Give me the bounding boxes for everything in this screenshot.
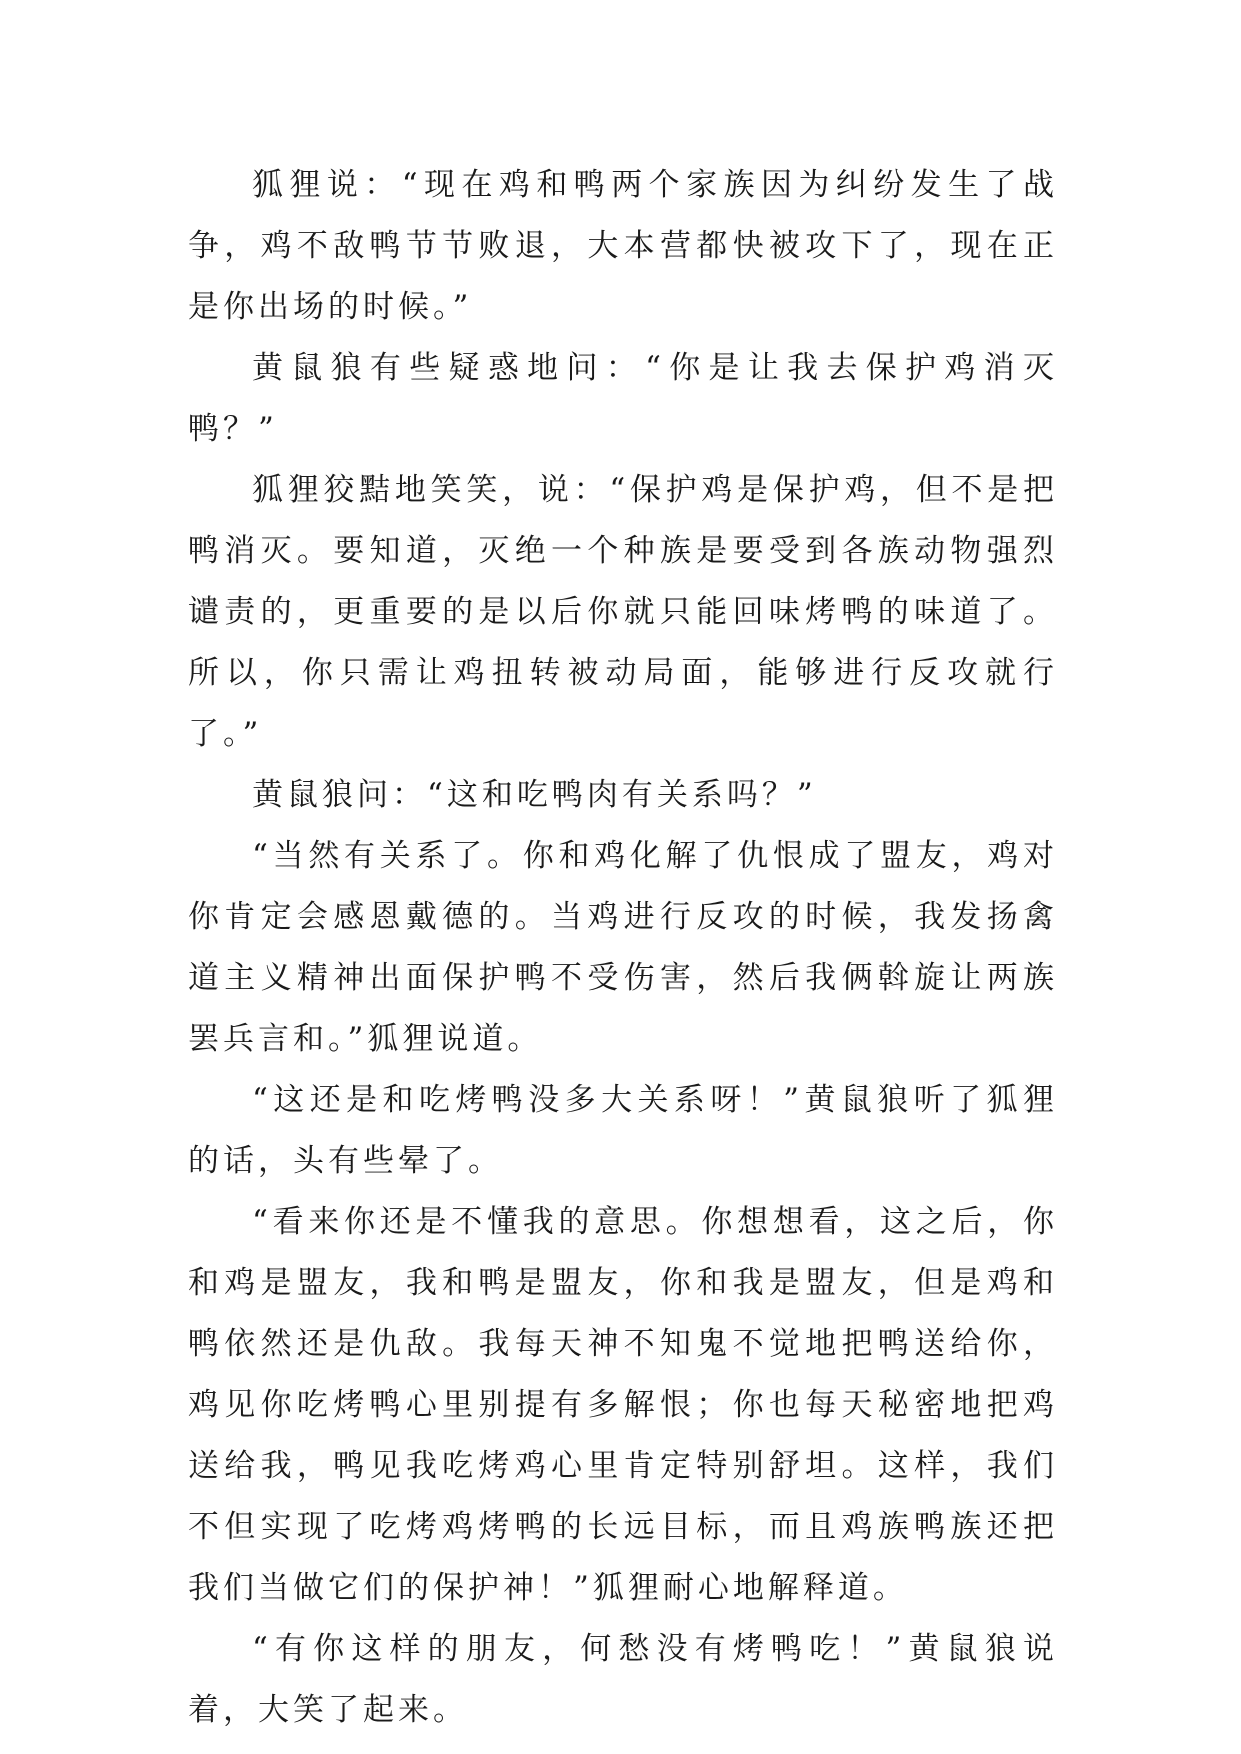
paragraph: “这还是和吃烤鸭没多大关系呀！”黄鼠狼听了狐狸的话，头有些晕了。	[188, 1082, 1058, 1179]
paragraph: 黄鼠狼问：“这和吃鸭肉有关系吗？”	[252, 777, 817, 813]
paragraph: “看来你还是不懂我的意思。你想想看，这之后，你和鸡是盟友，我和鸭是盟友，你和我是盟友，但是鸡和鸭依然还是仇敌。我每天神不知鬼不觉地把鸭送给你，鸡见你吃烤鸭心里别提有多解恨；你也每天秘密地把鸡送给我，鸭见我吃烤鸡心里肯定特别舒坦。这样，我们不但实现了吃烤鸡烤鸭的长远目标，而且鸡族鸭族还把我们当做它们的保护神！”狐狸耐心地解释道。	[188, 1204, 1058, 1606]
paragraph: 黄鼠狼有些疑惑地问：“你是让我去保护鸡消灭鸭？”	[188, 350, 1058, 447]
paragraph: “有你这样的朋友，何愁没有烤鸭吃！”黄鼠狼说着，大笑了起来。	[188, 1631, 1058, 1728]
story-text	[188, 155, 1058, 1741]
paragraph: 狐狸狡黠地笑笑，说：“保护鸡是保护鸡，但不是把鸭消灭。要知道，灭绝一个种族是要受到各族动物强烈谴责的，更重要的是以后你就只能回味烤鸭的味道了。所以，你只需让鸡扭转被动局面，能够进行反攻就行了。”	[188, 472, 1058, 752]
paragraph: “当然有关系了。你和鸡化解了仇恨成了盟友，鸡对你肯定会感恩戴德的。当鸡进行反攻的时候，我发扬禽道主义精神出面保护鸭不受伤害，然后我俩斡旋让两族罢兵言和。”狐狸说道。	[188, 838, 1058, 1057]
paragraph: 狐狸说：“现在鸡和鸭两个家族因为纠纷发生了战争，鸡不敌鸭节节败退，大本营都快被攻下了，现在正是你出场的时候。”	[188, 167, 1058, 325]
